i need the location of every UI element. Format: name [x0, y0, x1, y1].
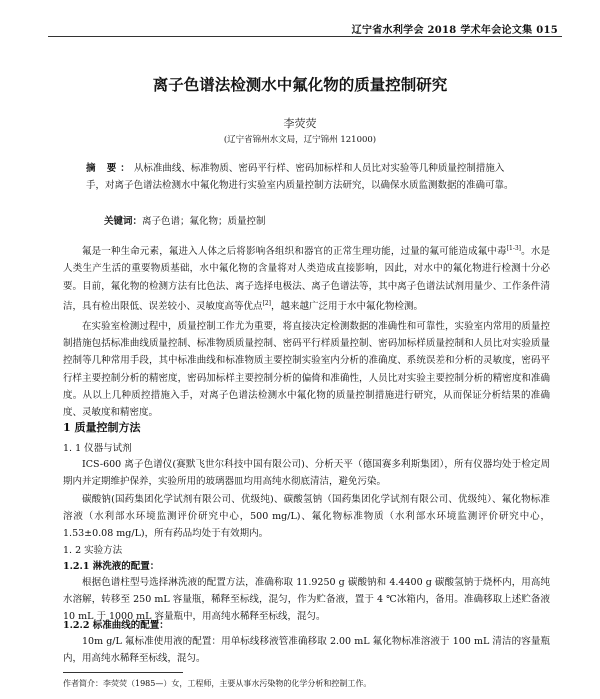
- eluent-paragraph: 根据色谱柱型号选择淋洗液的配置方法，准确称取 11.9250 g 碳酸钠和 4.4400 g 碳酸氢钠于烧杯内，用高纯水溶解，转移至 250 mL 容量瓶，稀释至标线，混匀，作为贮备液，置于 4 ℃冰箱内，备用。准确移取上述贮备液 10 mL 于 1000 mL 容量瓶中，用高纯水稀释至标线，混匀。: [63, 577, 550, 623]
- standard-curve-paragraph: 10m g/L 氟标准使用液的配置：用单标线移液管准确移取 2.00 mL 氟化物标准溶液于 100 mL 清洁的容量瓶内，用高纯水稀释至标线，混匀。: [63, 636, 550, 665]
- p1-text-a: 氟是一种生命元素，氟进入人体之后将影响各组织和器官的正常生理功能，过量的氟可能造成氟中毒: [82, 246, 507, 258]
- keywords: [104, 213, 266, 227]
- subsection-heading-1-1: 1. 1 仪器与试剂: [63, 443, 132, 454]
- subsubsection-heading-1-2-1: 1.2.1 淋洗液的配置：: [63, 561, 160, 572]
- running-title: 辽宁省水利学会 2018 学术年会论文集 015: [351, 25, 558, 36]
- section-heading-1: 1 质量控制方法: [63, 421, 141, 434]
- running-header: [0, 0, 600, 38]
- reagents-paragraph: 碳酸钠(国药集团化学试剂有限公司、优级纯)、碳酸氢钠（国药集团化学试剂有限公司、优级纯）、氟化物标准溶液（水利部水环境监测评价研究中心，500 mg/L)、氟化物标准物质（水利部水环境监测评价研究中心，1.53±0.08 mg/L)，所有药品均处于有效期内。: [63, 494, 550, 540]
- subsubsection-heading-1-2-2: 1.2.2 标准曲线的配置：: [63, 620, 169, 631]
- abstract-label: 摘 要：: [86, 163, 134, 174]
- footnote-rule: [63, 672, 183, 673]
- author-affiliation: (辽宁省锦州水文局，辽宁锦州 121000): [223, 135, 377, 145]
- instruments-paragraph: ICS-600 离子色谱仪(赛默飞世尔科技中国有限公司)、分析天平（德国赛多利斯集团），所有仪器均处于检定周期内并定期维护保养，实验所用的玻璃器皿均用高纯水彻底清洁，避免污染。: [63, 459, 550, 488]
- author-footnote: 作者简介：李荧荧（1985—）女，工程师，主要从事水污染物的化学分析和控制工作。: [63, 679, 372, 688]
- keywords-label: 关键词：: [104, 216, 143, 227]
- abstract: [86, 160, 514, 194]
- intro-paragraph-2: 在实验室检测过程中，质量控制工作尤为重要，将直接决定检测数据的准确性和可靠性，实验室内常用的质量控制措施包括标准曲线质量控制、标准物质质量控制、密码平行样质量控制、密码加标样质量控制和人员比对实验质量控制等几种常用手段，其中标准曲线和标准物质主要控制实验室内分析的准确度、系统误差和分析的灵敏度，密码平行样主要控制分析的精密度，密码加标样主要控制分析的偏倚和准确性，人员比对实验主要控制分析的精密度和准确度。从以上几种质控措施入手，对离子色谱法检测水中氟化物的质量控制措施进行研究，从而保证分析结果的准确度、灵敏度和精密度。: [63, 321, 550, 419]
- subsection-heading-1-2: 1. 2 实验方法: [63, 545, 123, 556]
- keywords-text: 离子色谱；氟化物；质量控制: [142, 216, 266, 227]
- paper-title: 离子色谱法检测水中氟化物的质量控制研究: [152, 76, 448, 94]
- intro-paragraph-1: [63, 240, 550, 315]
- citation-2: [2]: [262, 299, 272, 307]
- citation-1-3: [1-3]: [506, 245, 522, 252]
- abstract-text: 从标准曲线、标准物质、密码平行样、密码加标样和人员比对实验等几种质量控制措施入手，对离子色谱法检测水中氟化物进行实验室内质量控制方法研究，以确保水质监测数据的准确可靠。: [86, 163, 514, 191]
- header-rule: [48, 36, 562, 37]
- p1-text-c: ，越来越广泛用于水中氟化物检测。: [271, 300, 424, 312]
- p1-text-b: 。水是人类生产生活的重要物质基础，水中氟化物的含量将对人类造成直接影响，因此，对水中的氟化物进行检测十分必要。目前，氟化物的检测方法有比色法、离子选择电极法、离子色谱法等，其中离子色谱法试剂用量少、工作条件清洁，具有检出限低、误差较小、灵敏度高等优点: [63, 246, 550, 312]
- author-name: 李荧荧: [283, 117, 317, 130]
